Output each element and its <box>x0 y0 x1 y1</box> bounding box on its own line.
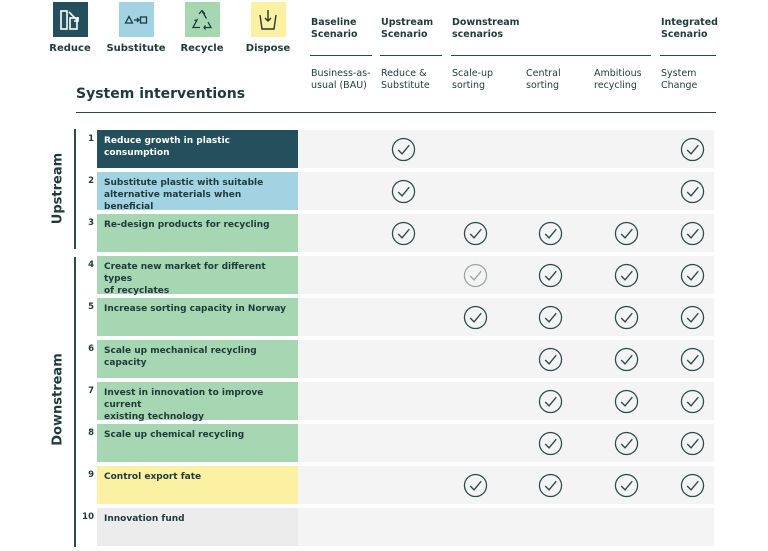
scenario-group-line: Baseline <box>311 17 357 28</box>
intervention-text: Re-design products for recycling <box>104 220 270 230</box>
intervention-label-box <box>97 340 298 378</box>
column-header-line: Central <box>526 68 561 79</box>
scenario-band <box>298 382 714 420</box>
intervention-label-box <box>97 508 298 546</box>
checkmark-icon <box>463 221 488 246</box>
checkmark-icon <box>680 389 705 414</box>
scenario-band <box>298 130 714 168</box>
intervention-text: Innovation fund <box>104 514 185 524</box>
intervention-label-box <box>97 172 298 210</box>
column-header-system-change <box>661 68 697 92</box>
row-number: 5 <box>88 302 94 312</box>
column-header-line: Scale-up <box>452 68 494 79</box>
column-header-scale-up-sorting <box>452 68 493 92</box>
scenario-band <box>298 340 714 378</box>
checkmark-icon <box>680 347 705 372</box>
intervention-text: of recyclates <box>104 286 170 296</box>
scenario-group-upstream <box>381 17 433 41</box>
checkmark-icon <box>391 179 416 204</box>
checkmark-icon <box>614 389 639 414</box>
scenario-band <box>298 508 714 546</box>
checkmark-icon <box>680 179 705 204</box>
row-number: 9 <box>88 470 94 480</box>
scenario-band <box>298 298 714 336</box>
intervention-text: Invest in innovation to improve current <box>104 388 264 410</box>
intervention-text: Scale up chemical recycling <box>104 430 245 440</box>
substitute-icon <box>124 8 148 32</box>
checkmark-icon <box>538 431 563 456</box>
legend-box-substitute <box>119 2 154 37</box>
upstream-bracket <box>74 129 76 249</box>
scenario-group-line: Upstream <box>381 17 434 28</box>
checkmark-icon <box>614 263 639 288</box>
group-underline <box>451 55 651 56</box>
checkmark-icon <box>463 473 488 498</box>
column-header-line: sorting <box>526 80 560 91</box>
legend-label: Reduce <box>49 43 91 54</box>
section-title: System interventions <box>76 86 246 102</box>
column-header-line: Ambitious <box>594 68 642 79</box>
checkmark-icon <box>614 431 639 456</box>
upstream-label: Upstream <box>50 152 66 225</box>
intervention-label-box <box>97 256 298 294</box>
group-underline <box>660 55 716 56</box>
row-number: 10 <box>82 512 94 522</box>
checkmark-icon <box>538 263 563 288</box>
column-header-bau <box>311 68 371 92</box>
legend-box-dispose <box>251 2 286 37</box>
row-number: 1 <box>88 134 94 144</box>
row-number: 4 <box>88 260 94 270</box>
intervention-label-box <box>97 382 298 420</box>
checkmark-icon <box>614 473 639 498</box>
checkmark-icon <box>391 221 416 246</box>
scenario-group-line: Integrated <box>661 17 718 28</box>
checkmark-icon <box>680 473 705 498</box>
intervention-label-box <box>97 130 298 168</box>
checkmark-icon <box>538 473 563 498</box>
scenario-band <box>298 256 714 294</box>
checkmark-icon <box>614 305 639 330</box>
legend-label: Dispose <box>245 43 291 54</box>
column-header-line: System <box>661 68 697 79</box>
dispose-icon <box>256 8 280 32</box>
legend-box-reduce <box>53 2 88 37</box>
intervention-text: Substitute plastic with suitable <box>104 178 264 188</box>
checkmark-icon <box>614 347 639 372</box>
legend-item-reduce <box>46 2 94 54</box>
column-header-central-sorting <box>526 68 561 92</box>
intervention-text: alternative materials when beneficial <box>104 190 242 212</box>
row-number: 2 <box>88 176 94 186</box>
legend-item-recycle <box>178 2 226 54</box>
scenario-group-downstream <box>452 17 520 41</box>
intervention-label-box <box>97 298 298 336</box>
row-number: 3 <box>88 218 94 228</box>
column-header-line: sorting <box>452 80 486 91</box>
scenario-band <box>298 424 714 462</box>
checkmark-icon <box>463 263 488 288</box>
intervention-text: existing technology <box>104 412 205 422</box>
recycle-icon <box>190 8 214 32</box>
header-divider <box>76 112 716 113</box>
intervention-text: Create new market for different types <box>104 262 266 284</box>
intervention-text: Control export fate <box>104 472 202 482</box>
column-header-line: Business-as- <box>311 68 371 79</box>
row-number: 8 <box>88 428 94 438</box>
group-underline <box>310 55 372 56</box>
legend <box>46 2 292 54</box>
scenario-group-line: scenarios <box>452 29 504 40</box>
scenario-group-line: Scenario <box>381 29 428 40</box>
legend-item-substitute <box>106 2 166 54</box>
legend-box-recycle <box>185 2 220 37</box>
column-header-line: Change <box>661 80 698 91</box>
scenario-group-integrated <box>661 17 718 41</box>
checkmark-icon <box>463 305 488 330</box>
checkmark-icon <box>538 305 563 330</box>
legend-item-dispose <box>244 2 292 54</box>
scenario-group-line: Scenario <box>311 29 358 40</box>
column-header-line: Substitute <box>381 80 430 91</box>
scenario-band <box>298 466 714 504</box>
intervention-text: Increase sorting capacity in Norway <box>104 304 287 314</box>
column-header-line: Reduce & <box>381 68 427 79</box>
checkmark-icon <box>538 389 563 414</box>
legend-label: Recycle <box>180 43 224 54</box>
checkmark-icon <box>680 431 705 456</box>
intervention-label-box <box>97 424 298 462</box>
scenario-group-line: Downstream <box>452 17 520 28</box>
column-header-ambitious-recycling <box>594 68 642 92</box>
intervention-label-box <box>97 466 298 504</box>
downstream-label: Downstream <box>50 353 66 446</box>
checkmark-icon <box>391 137 416 162</box>
row-number: 7 <box>88 386 94 396</box>
downstream-bracket <box>74 257 76 547</box>
column-header-line: recycling <box>594 80 637 91</box>
checkmark-icon <box>538 347 563 372</box>
row-number: 6 <box>88 344 94 354</box>
scenario-band <box>298 172 714 210</box>
column-header-reduce-substitute <box>381 68 430 92</box>
checkmark-icon <box>614 221 639 246</box>
scenario-band <box>298 214 714 252</box>
column-header-line: usual (BAU) <box>311 80 367 91</box>
intervention-label-box <box>97 214 298 252</box>
legend-label: Substitute <box>106 43 166 54</box>
intervention-text: Reduce growth in plastic consumption <box>104 136 230 158</box>
checkmark-icon <box>538 221 563 246</box>
scenario-group-line: Scenario <box>661 29 708 40</box>
checkmark-icon <box>680 221 705 246</box>
checkmark-icon <box>680 305 705 330</box>
intervention-text: Scale up mechanical recycling capacity <box>104 346 257 368</box>
scenario-group-baseline <box>311 17 358 41</box>
checkmark-icon <box>680 137 705 162</box>
group-underline <box>380 55 442 56</box>
reduce-icon <box>58 8 82 32</box>
checkmark-icon <box>680 263 705 288</box>
